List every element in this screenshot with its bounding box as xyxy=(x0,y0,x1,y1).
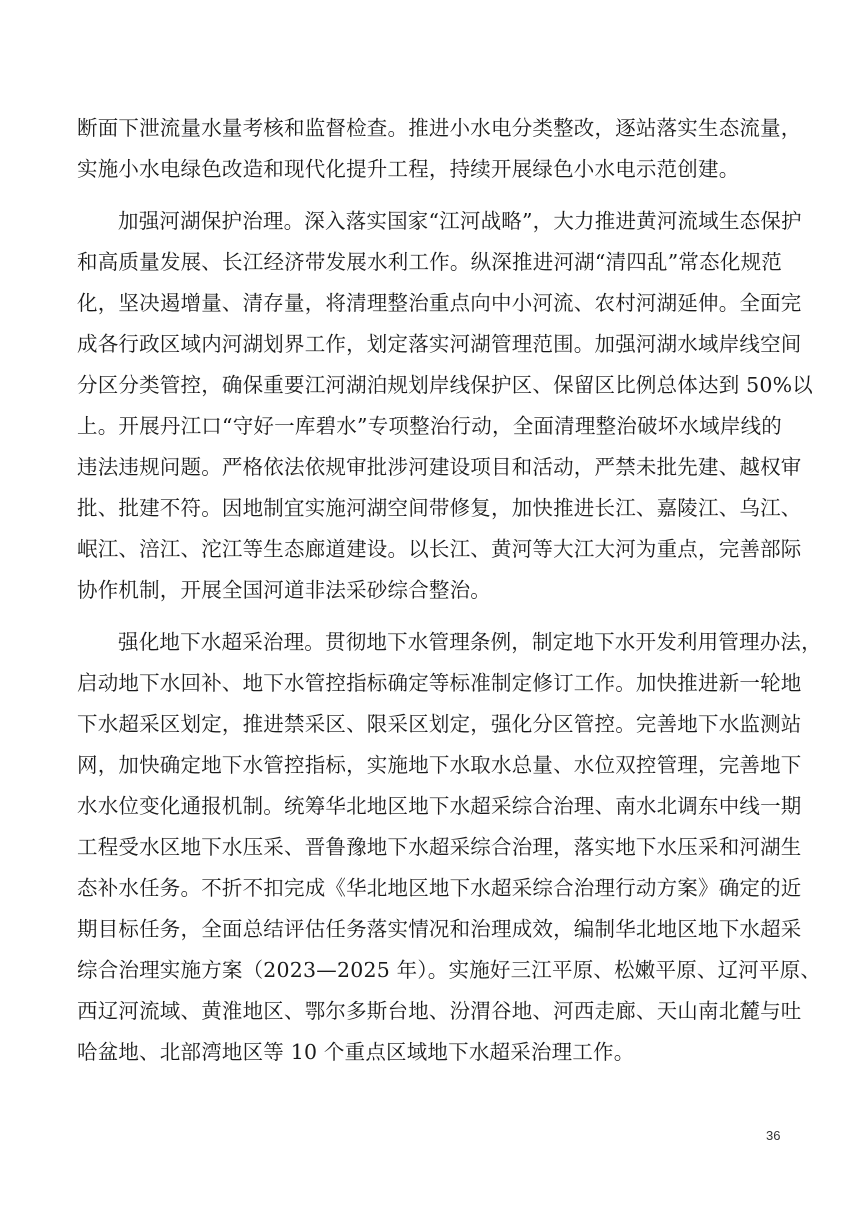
text-line: 岷江、涪江、沱江等生态廊道建设。以长江、黄河等大江大河为重点，完善部际 xyxy=(77,537,802,561)
text-line: 哈盆地、北部湾地区等 10 个重点区域地下水超采治理工作。 xyxy=(77,1040,635,1064)
text-line: 批、批建不符。因地制宜实施河湖空间带修复，加快推进长江、嘉陵江、乌江、 xyxy=(77,496,802,520)
text-line: 加强河湖保护治理。深入落实国家“江河战略”，大力推进黄河流域生态保护 xyxy=(118,209,802,233)
paragraph-river-lake-protection xyxy=(77,201,813,611)
text-line: 强化地下水超采治理。贯彻地下水管理条例，制定地下水开发利用管理办法， xyxy=(118,630,822,654)
text-line: 期目标任务，全面总结评估任务落实情况和治理成效，编制华北地区地下水超采 xyxy=(77,917,802,941)
text-line: 实施小水电绿色改造和现代化提升工程，持续开展绿色小水电示范创建。 xyxy=(77,157,740,181)
text-line: 断面下泄流量水量考核和监督检查。推进小水电分类整改，逐站落实生态流量， xyxy=(77,116,802,140)
text-line: 和高质量发展、长江经济带发展水利工作。纵深推进河湖“清四乱”常态化规范 xyxy=(77,250,782,274)
text-line: 成各行政区域内河湖划界工作，划定落实河湖管理范围。加强河湖水域岸线空间 xyxy=(77,332,802,356)
text-line: 工程受水区地下水压采、晋鲁豫地下水超采综合治理，落实地下水压采和河湖生 xyxy=(77,835,802,859)
text-line: 启动地下水回补、地下水管控指标确定等标准制定修订工作。加快推进新一轮地 xyxy=(77,671,802,695)
text-line: 网，加快确定地下水管控指标，实施地下水取水总量、水位双控管理，完善地下 xyxy=(77,753,802,777)
text-line: 上。开展丹江口“守好一库碧水”专项整治行动，全面清理整治破坏水域岸线的 xyxy=(77,414,782,438)
text-line: 违法违规问题。严格依法依规审批涉河建设项目和活动，严禁未批先建、越权审 xyxy=(77,455,802,479)
text-line: 态补水任务。不折不扣完成《华北地区地下水超采综合治理行动方案》确定的近 xyxy=(77,876,802,900)
text-line: 分区分类管控，确保重要江河湖泊规划岸线保护区、保留区比例总体达到 50%以 xyxy=(77,373,813,397)
text-line: 下水超采区划定，推进禁采区、限采区划定，强化分区管控。完善地下水监测站 xyxy=(77,712,802,736)
paragraph-groundwater-governance xyxy=(77,622,822,1073)
paragraph-hydropower-continuation xyxy=(77,108,802,190)
text-line: 化，坚决遏增量、清存量，将清理整治重点向中小河流、农村河湖延伸。全面完 xyxy=(77,291,802,315)
page-number: 36 xyxy=(766,1128,781,1143)
text-line: 协作机制，开展全国河道非法采砂综合整治。 xyxy=(77,578,491,602)
document-body xyxy=(77,108,822,1073)
text-line: 水水位变化通报机制。统筹华北地区地下水超采综合治理、南水北调东中线一期 xyxy=(77,794,802,818)
text-line: 综合治理实施方案（2023—2025 年）。实施好三江平原、松嫩平原、辽河平原、 xyxy=(77,958,822,982)
text-line: 西辽河流域、黄淮地区、鄂尔多斯台地、汾渭谷地、河西走廊、天山南北麓与吐 xyxy=(77,999,802,1023)
